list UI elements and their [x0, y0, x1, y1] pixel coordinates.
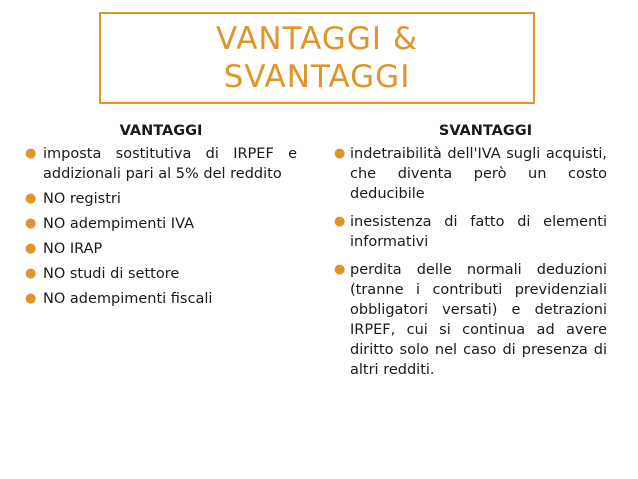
bullet-icon: ● [25, 146, 37, 161]
title-box [99, 12, 535, 104]
list-item [25, 289, 297, 309]
bullet-icon: ● [25, 191, 37, 206]
title-line-1: VANTAGGI & [215, 21, 419, 57]
title-line-2: SVANTAGGI [223, 59, 411, 95]
list-item-text: NO studi di settore [43, 266, 180, 282]
bullet-icon: ● [334, 262, 346, 277]
list-item-text: NO IRAP [43, 241, 103, 257]
vantaggi-column [25, 122, 297, 309]
list-item [334, 144, 607, 204]
bullet-icon: ● [25, 241, 37, 256]
vantaggi-list [25, 144, 297, 309]
list-item [25, 189, 297, 209]
svantaggi-list [334, 144, 607, 380]
list-item [25, 239, 297, 259]
list-item [25, 144, 297, 184]
bullet-icon: ● [25, 266, 37, 281]
list-item [25, 214, 297, 234]
bullet-icon: ● [334, 214, 346, 229]
list-item-text: inesistenza di fatto di elementi informativi [350, 214, 607, 250]
bullet-icon: ● [25, 216, 37, 231]
list-item-text: indetraibilità dell'IVA sugli acquisti, che diventa però un costo deducibile [350, 146, 607, 202]
list-item-text: NO adempimenti IVA [43, 216, 194, 232]
list-item-text: NO adempimenti fiscali [43, 291, 213, 307]
svantaggi-heading: SVANTAGGI [438, 123, 533, 139]
list-item [25, 264, 297, 284]
vantaggi-heading: VANTAGGI [119, 123, 203, 139]
list-item-text: perdita delle normali deduzioni (tranne i contributi previdenziali obbligatori versati) e detrazioni IRPEF, cui si continua ad avere diritto solo nel caso di presenza di altri redditi. [350, 262, 607, 378]
list-item-text: NO registri [43, 191, 121, 207]
bullet-icon: ● [334, 146, 346, 161]
list-item-text: imposta sostitutiva di IRPEF e addizionali pari al 5% del reddito [43, 146, 297, 182]
bullet-icon: ● [25, 291, 37, 306]
svantaggi-column [334, 122, 607, 380]
list-item [334, 260, 607, 380]
list-item [334, 212, 607, 252]
